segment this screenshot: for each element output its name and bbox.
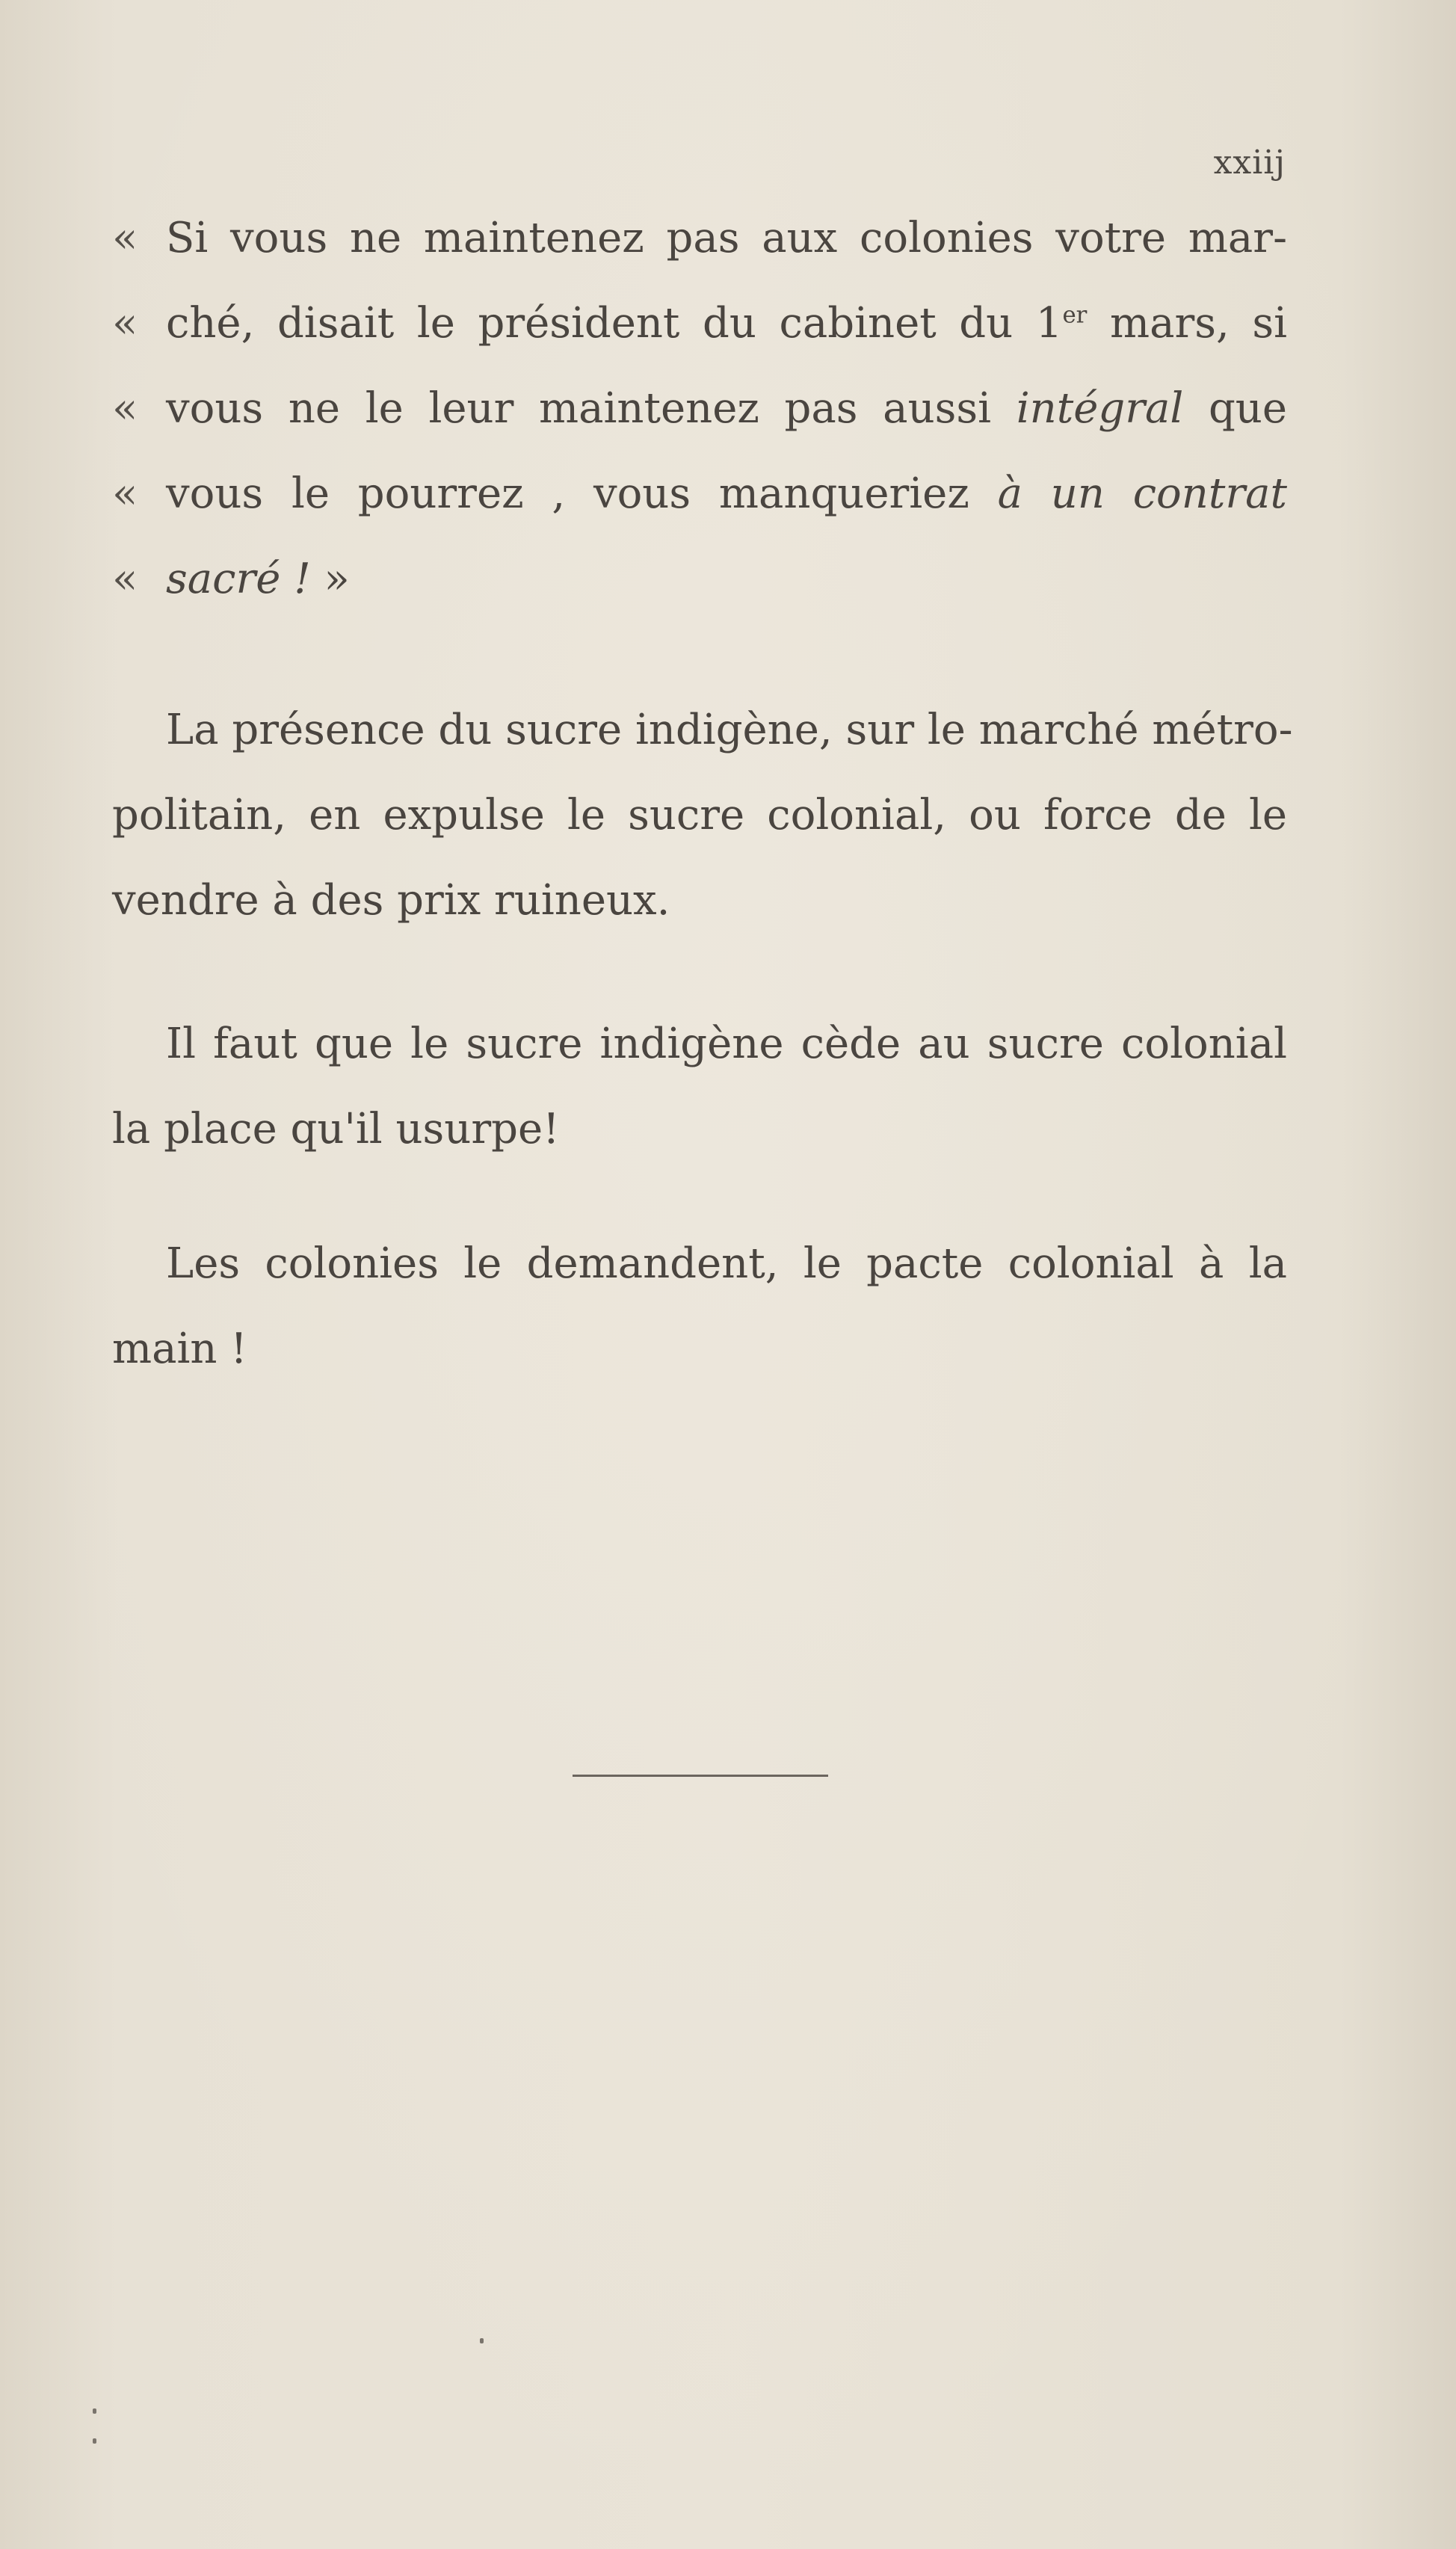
paragraph-sugar-presence (112, 688, 1293, 943)
quote-mark: « (112, 299, 138, 348)
quote-mark: « (112, 384, 138, 433)
paper-speck (93, 2438, 96, 2444)
quote-mark: « (112, 469, 138, 518)
quote-line-1: « Si vous ne maintenez pas aux colonies votre mar- (112, 196, 1287, 281)
page-number: xxiij (1213, 144, 1286, 182)
paragraph-line: main ! (112, 1325, 247, 1373)
italic-emphasis: sacré ! (166, 555, 311, 603)
paper-speck (480, 2338, 484, 2343)
paragraph-line: La présence du sucre indigène, sur le marché métro- (166, 706, 1293, 754)
quotation-paragraph (112, 196, 1287, 622)
italic-emphasis: intégral (1016, 384, 1184, 433)
italic-emphasis: à un contrat (997, 469, 1287, 518)
quote-mark: « (112, 214, 138, 262)
paragraph-colonial-pact (112, 1221, 1287, 1392)
paragraph-line: politain, en expulse le sucre colonial, ou force de le (112, 791, 1287, 839)
paragraph-usurped-place (112, 1002, 1287, 1172)
paragraph-line: vendre à des prix ruineux. (112, 876, 670, 925)
paragraph-line: la place qu'il usurpe! (112, 1105, 560, 1153)
paragraph-line: Les colonies le demandent, le pacte colonial à la (166, 1239, 1287, 1288)
quote-mark: « (112, 555, 138, 603)
quote-line-2: « ché, disait le président du cabinet du 1er mars, si (112, 281, 1287, 366)
paper-speck (93, 2408, 96, 2414)
quote-line-4: « vous le pourrez , vous manqueriez à un contrat (112, 451, 1287, 537)
paragraph-line: Il faut que le sucre indigène cède au sucre colonial (166, 1020, 1287, 1068)
section-end-rule (573, 1775, 828, 1777)
quote-line-5: « sacré ! » (112, 537, 1287, 622)
superscript-er: er (1062, 301, 1088, 329)
quote-line-3: « vous ne le leur maintenez pas aussi intégral que (112, 366, 1287, 451)
